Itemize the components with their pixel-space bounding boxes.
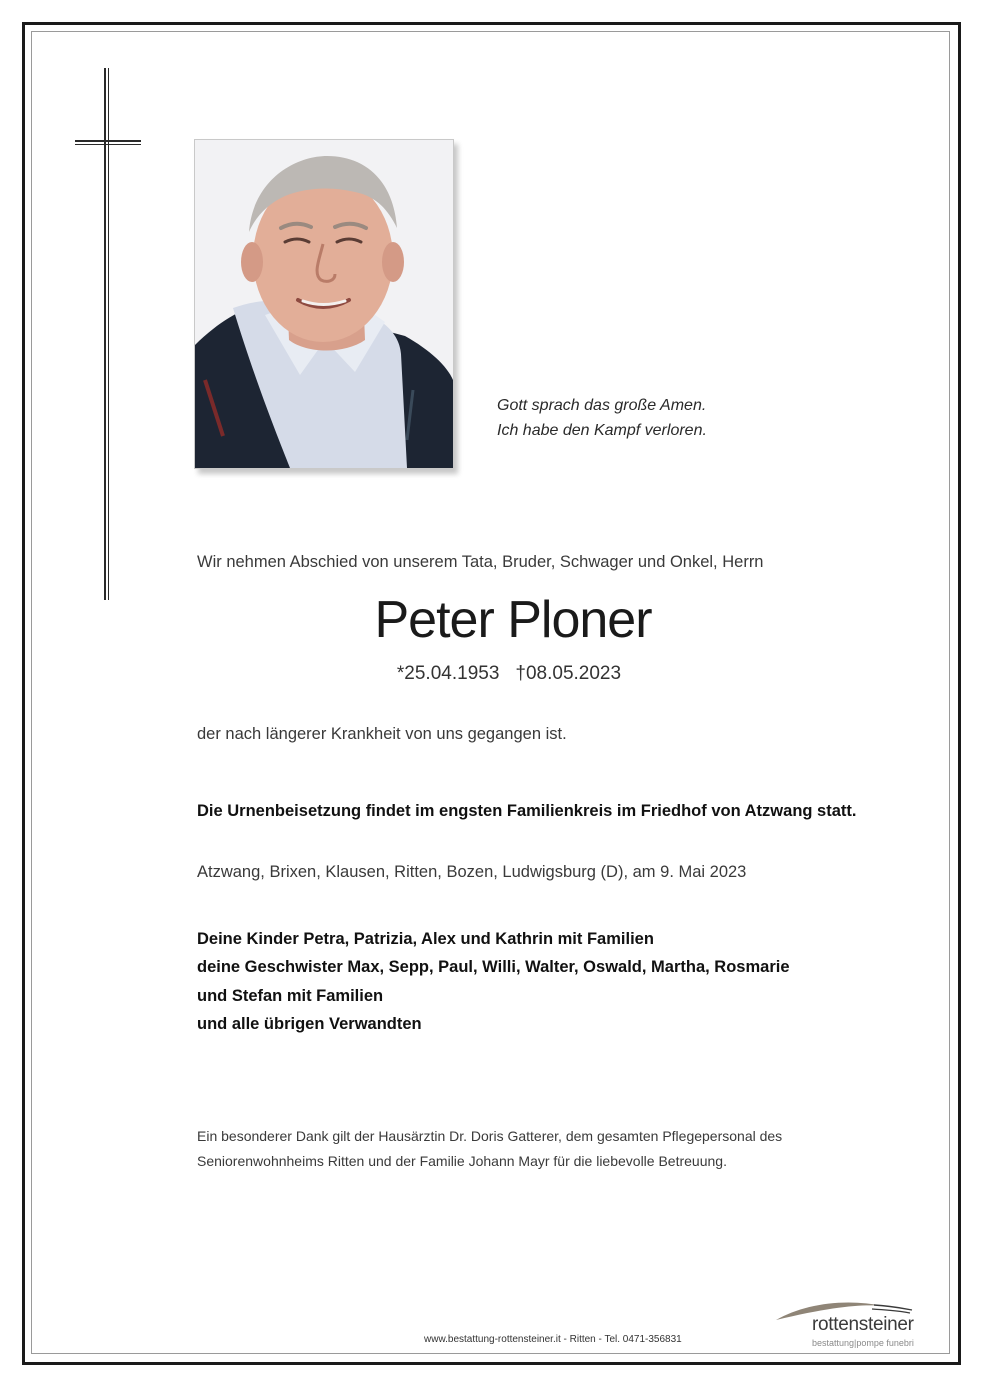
memorial-quote	[497, 393, 707, 443]
mourners-line: deine Geschwister Max, Sepp, Paul, Willi, Walter, Oswald, Martha, Rosmarie	[197, 958, 790, 977]
death-date: †08.05.2023	[515, 663, 622, 684]
thanks-line: Seniorenwohnheims Ritten und der Familie Johann Mayr für die liebevolle Betreuung.	[197, 1153, 727, 1169]
deceased-name: Peter Ploner	[374, 591, 652, 649]
mourners-line: und Stefan mit Familien	[197, 986, 384, 1005]
logo-subtitle: bestattung|pompe funebri	[812, 1338, 914, 1348]
cross-horizontal-bar-thin	[75, 144, 141, 145]
cross-vertical-bar	[104, 68, 106, 600]
place-date-line: Atzwang, Brixen, Klausen, Ritten, Bozen, Ludwigsburg (D), am 9. Mai 2023	[197, 863, 747, 881]
quote-line-1: Gott sprach das große Amen.	[497, 397, 707, 414]
mourners-line: Deine Kinder Petra, Patrizia, Alex und Kathrin mit Familien	[197, 930, 654, 948]
birth-date: *25.04.1953	[396, 663, 500, 684]
life-dates	[0, 663, 982, 685]
logo-wordmark: rottensteiner	[812, 1314, 914, 1335]
thanks-text	[197, 1124, 782, 1174]
mourners-line: und alle übrigen Verwandten	[197, 1014, 422, 1033]
illness-text: der nach längerer Krankheit von uns gegangen ist.	[197, 725, 567, 743]
portrait-illustration	[195, 140, 453, 468]
portrait-photo	[194, 139, 454, 469]
intro-text: Wir nehmen Abschied von unserem Tata, Bruder, Schwager und Onkel, Herrn	[197, 553, 764, 571]
cross-horizontal-bar	[75, 140, 141, 142]
mourners-list	[197, 925, 790, 1038]
thanks-line: Ein besonderer Dank gilt der Hausärztin Dr. Doris Gatterer, dem gesamten Pflegepersonal des	[197, 1128, 783, 1144]
quote-line-2: Ich habe den Kampf verloren.	[497, 422, 707, 439]
footer-contact: www.bestattung-rottensteiner.it - Ritten - Tel. 0471-356831	[424, 1334, 682, 1345]
cross-vertical-bar-thin	[108, 68, 109, 600]
burial-notice: Die Urnenbeisetzung findet im engsten Familienkreis im Friedhof von Atzwang statt.	[197, 802, 857, 820]
